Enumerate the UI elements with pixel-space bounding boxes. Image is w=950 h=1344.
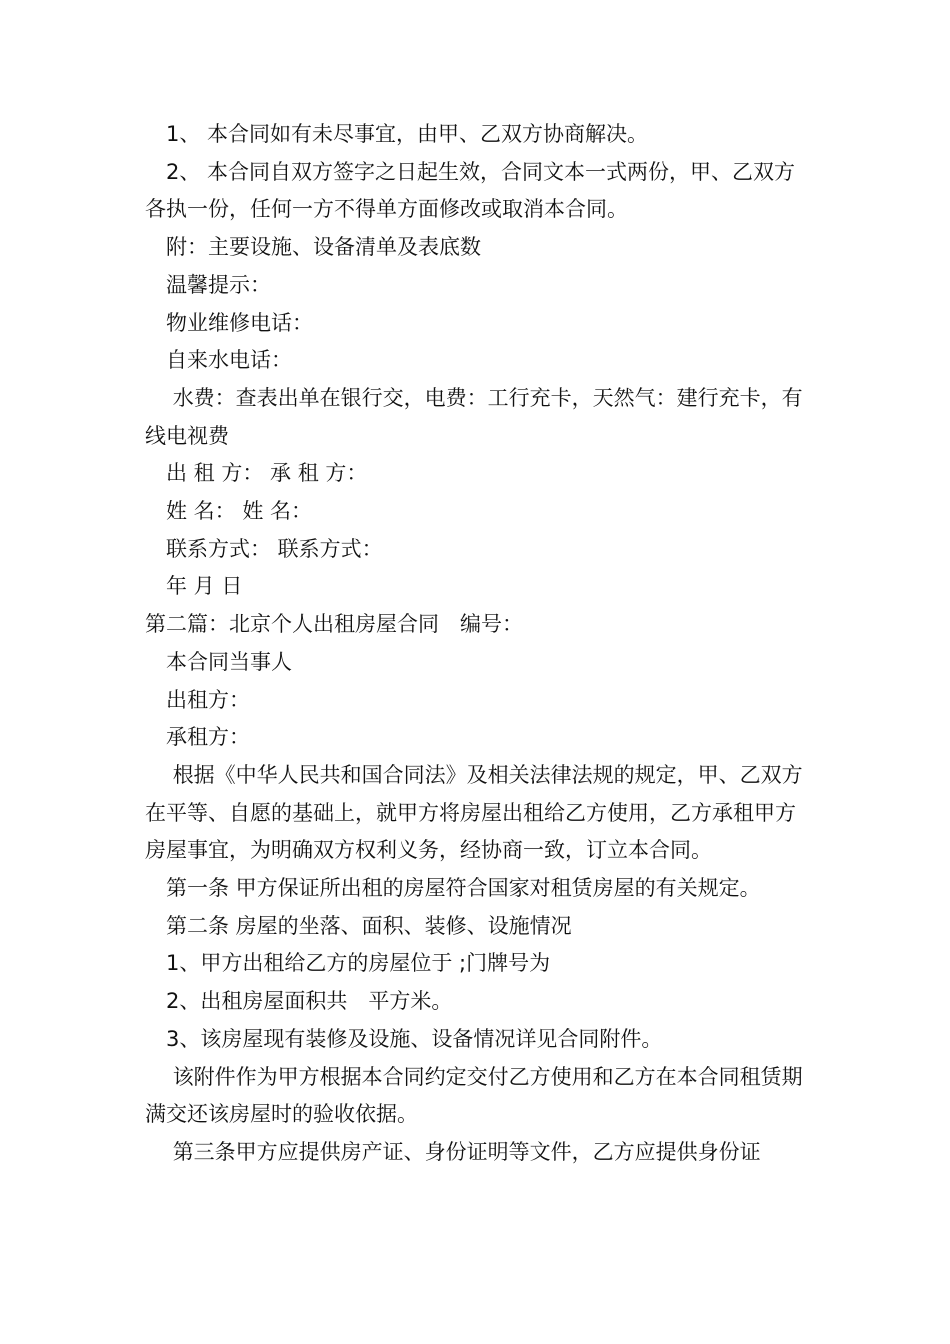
paragraph-14: 出租方： <box>166 687 250 712</box>
paragraph-8: 出 租 方： 承 租 方： <box>166 461 368 486</box>
paragraph-15: 承租方： <box>166 725 250 750</box>
paragraph-11: 年 月 日 <box>166 574 243 599</box>
paragraph-7: 水费：查表出单在银行交，电费：工行充卡，天然气：建行充卡，有线电视费 <box>145 385 803 448</box>
paragraph-9: 姓 名： 姓 名： <box>166 499 313 524</box>
paragraph-23: 第三条甲方应提供房产证、身份证明等文件，乙方应提供身份证 <box>166 1139 761 1164</box>
paragraph-22: 该附件作为甲方根据本合同约定交付乙方使用和乙方在本合同租赁期满交还该房屋时的验收依据。 <box>145 1064 803 1127</box>
paragraph-10: 联系方式： 联系方式： <box>166 536 383 561</box>
section-heading: 第二篇：北京个人出租房屋合同 编号： <box>145 612 523 637</box>
paragraph-16: 根据《中华人民共和国合同法》及相关法律法规的规定，甲、乙双方在平等、自愿的基础上，就甲方将房屋出租给乙方使用，乙方承租甲方房屋事宜，为明确双方权利义务，经协商一致，订立本合同。 <box>145 762 803 863</box>
paragraph-2: 2、 本合同自双方签字之日起生效，合同文本一式两份，甲、乙双方各执一份，任何一方不得单方面修改或取消本合同。 <box>145 159 796 222</box>
paragraph-4: 温馨提示： <box>166 272 271 297</box>
paragraph-20: 2、出租房屋面积共 平方米。 <box>166 989 453 1014</box>
paragraph-13: 本合同当事人 <box>166 649 292 674</box>
paragraph-3: 附：主要设施、设备清单及表底数 <box>166 235 481 260</box>
document-body <box>145 116 810 1172</box>
paragraph-19: 1、甲方出租给乙方的房屋位于 ;门牌号为 <box>166 951 551 976</box>
paragraph-6: 自来水电话： <box>166 348 292 373</box>
paragraph-21: 3、该房屋现有装修及设施、设备情况详见合同附件。 <box>166 1026 663 1051</box>
paragraph-18: 第二条 房屋的坐落、面积、装修、设施情况 <box>166 913 572 938</box>
paragraph-1: 1、 本合同如有未尽事宜，由甲、乙双方协商解决。 <box>166 122 649 146</box>
paragraph-17: 第一条 甲方保证所出租的房屋符合国家对租赁房屋的有关规定。 <box>166 876 761 901</box>
paragraph-5: 物业维修电话： <box>166 310 313 335</box>
